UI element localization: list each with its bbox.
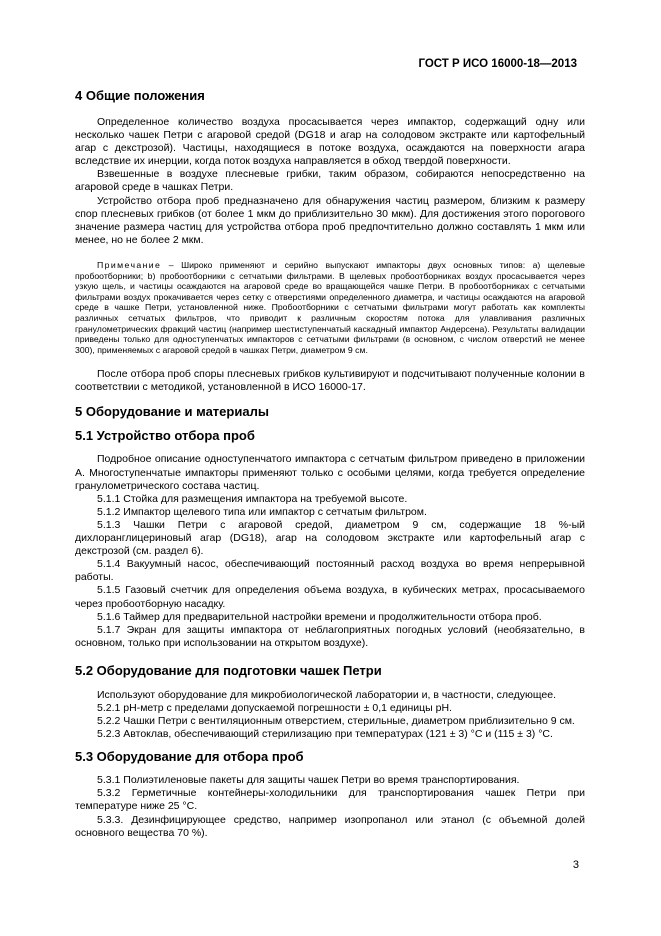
list-item: 5.1.2 Импактор щелевого типа или импактор с сетчатым фильтром.: [97, 505, 427, 518]
list-item: 5.3.1 Полиэтиленовые пакеты для защиты чашек Петри во время транспортирования.: [97, 774, 520, 787]
subsection-5-1-title: 5.1 Устройство отбора проб: [75, 428, 255, 444]
section-4-paragraph: Определенное количество воздуха просасывается через импактор, содержащий одну или несколько чашек Петри с агаровой средой (DG18 и агар на солодовом экстракте или картофельный агар с декстрозой). Частицы, находящиеся в потоке воздуха, осаждаются на поверхности агара вследствие их инерции, когда поток воздуха направляется в обход твердой поверхности.: [75, 116, 585, 168]
section-4-paragraph: Устройство отбора проб предназначено для обнаружения частиц размером, близким к размеру спор плесневых грибков (от более 1 мкм до приблизительно 30 мкм). Для достижения этого порогового значение размера частиц для устройства отбора проб предпочтительно должно составлять 1 мкм или менее, но не более 2 мкм.: [75, 194, 585, 246]
section-4-paragraph: После отбора проб споры плесневых грибков культивируют и подсчитывают полученные колонии в соответствии с методикой, установленной в ИСО 16000-17.: [75, 368, 585, 394]
list-item: 5.2.2 Чашки Петри с вентиляционным отверстием, стерильные, диаметром приблизительно 9 см.: [97, 715, 575, 728]
subsection-5-3-title: 5.3 Оборудование для отбора проб: [75, 749, 304, 765]
list-item: 5.3.3. Дезинфицирующее средство, например изопропанол или этанол (с объемной долей основного вещества 70 %).: [75, 813, 585, 839]
list-item: 5.1.7 Экран для защиты импактора от неблагоприятных погодных условий (необязательно, в основном, только при использовании на открытом воздухе).: [75, 623, 585, 649]
list-item: 5.2.1 pH-метр с пределами допускаемой погрешности ± 0,1 единицы pH.: [97, 701, 452, 714]
document-body: [75, 88, 585, 840]
section-5-title: 5 Оборудование и материалы: [75, 404, 269, 420]
list-item: 5.2.3 Автоклав, обеспечивающий стерилизацию при температурах (121 ± 3) °C и (115 ± 3) °C.: [97, 728, 553, 741]
section-4-note: [75, 260, 585, 355]
section-4-paragraph: Взвешенные в воздухе плесневые грибки, таким образом, собираются непосредственно на агаровой среде в чашках Петри.: [75, 168, 585, 194]
list-item: 5.1.3 Чашки Петри с агаровой средой, диаметром 9 см, содержащие 18 %-ый дихлоранглицериновый агар (DG18), агар на солодовом экстракте или картофельный агар с декстрозой (см. раздел 6).: [75, 518, 585, 558]
subsection-5-1-intro: Подробное описание одноступенчатого импактора с сетчатым фильтром приведено в приложении А. Многоступенчатые импакторы применяют только с особыми целями, когда требуется определение гранулометрического состава частиц.: [75, 453, 585, 492]
subsection-5-2-title: 5.2 Оборудование для подготовки чашек Петри: [75, 662, 382, 678]
list-item: 5.1.1 Стойка для размещения импактора на требуемой высоте.: [97, 492, 408, 505]
page-number: 3: [572, 859, 579, 871]
subsection-5-2-intro: Используют оборудование для микробиологической лаборатории и, в частности, следующее.: [97, 688, 556, 701]
list-item: 5.3.2 Герметичные контейнеры-холодильники для транспортирования чашек Петри при температуре ниже 25 °C.: [75, 787, 585, 813]
note-text: – Широко применяют и серийно выпускают импакторы двух основных типов: a) щелевые пробоотборники; b) пробоотборники с сетчатыми фильтрами. В щелевых пробоотборниках воздух просасывается через узкую щель, и частицы осаждаются на агаровой среде во вращающейся чашке Петри. В пробоотборниках с сетчатыми фильтрами воздух прокачивается через сетку с отверстиями определенного диаметра, и частицы осаждаются на агаровой среде в чашке Петри, установленной ниже. Пробоотборники с сетчатыми фильтрами могут работать как комплекты различных сетчатых фильтров, что приводит к различным скоростям потока для улавливания различных гранулометрических фракций частиц (например шестиступенчатый каскадный импактор Андерсена). Результаты валидации приведены только для одноступенчатых импакторов с сетчатыми фильтрами (в основном, с числом отверстий не менее 300), применяемых с агаровой средой в чашках Петри, диаметром 9 см.: [75, 259, 585, 355]
section-4-title: 4 Общие положения: [75, 88, 205, 103]
list-item: 5.1.5 Газовый счетчик для определения объема воздуха, в кубических метрах, просасываемого через пробоотборную насадку.: [75, 584, 585, 610]
note-label: Примечание: [97, 259, 162, 270]
list-item: 5.1.6 Таймер для предварительной настройки времени и продолжительности отбора проб.: [97, 610, 542, 623]
document-code-header: ГОСТ Р ИСО 16000-18—2013: [418, 58, 577, 70]
list-item: 5.1.4 Вакуумный насос, обеспечивающий постоянный расход воздуха во время непрерывной работы.: [75, 558, 585, 584]
